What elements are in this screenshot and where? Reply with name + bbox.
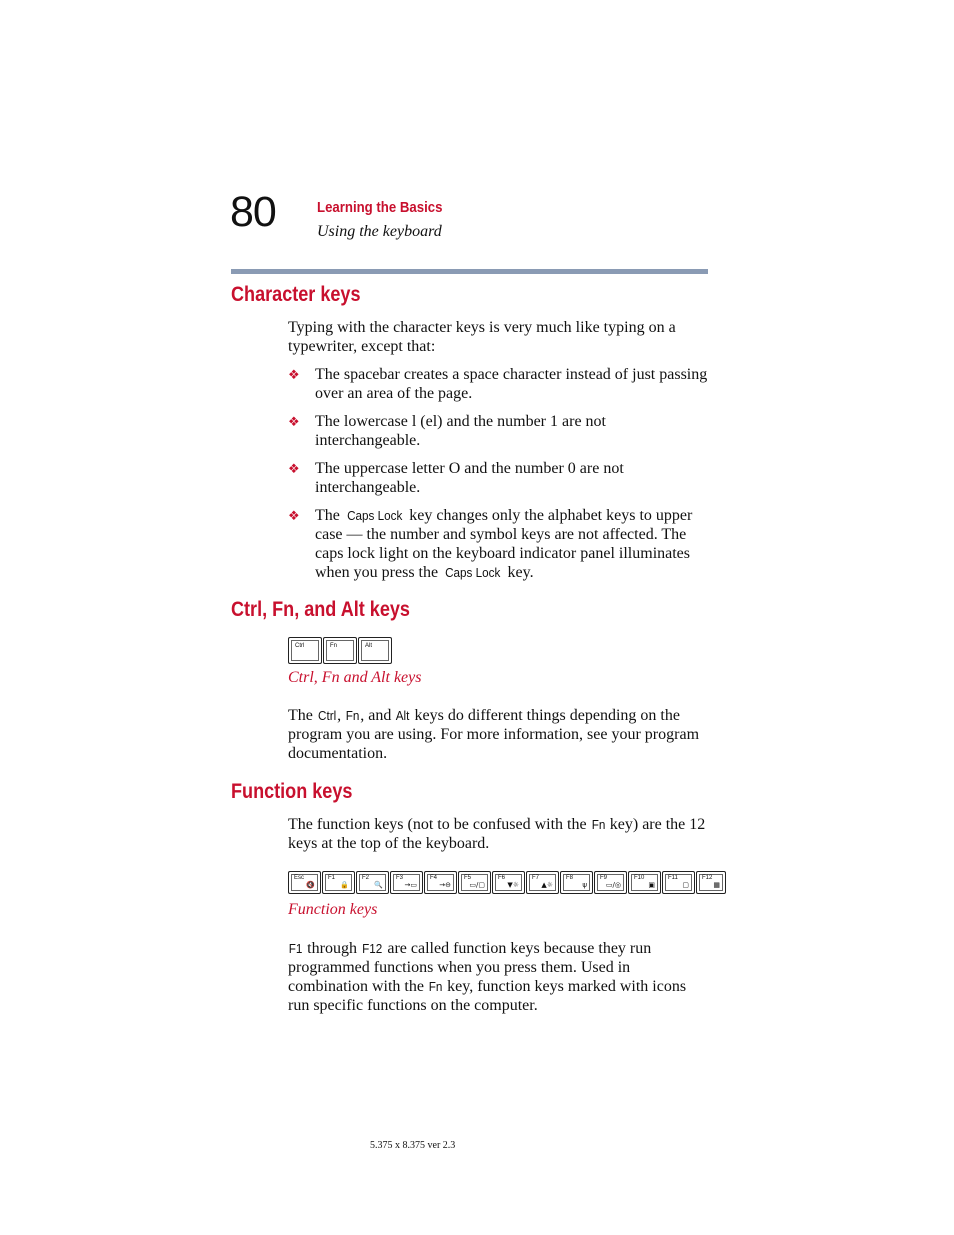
modifier-keys-caption: Ctrl, Fn and Alt keys — [288, 669, 422, 686]
f5-key: F5 ▭/▢ — [458, 871, 491, 894]
modifier-keys-illustration — [288, 637, 393, 664]
bullet-icon: ❖ — [288, 508, 300, 523]
function-keys-intro: The function keys (not to be confused with the Fn key) are the 12 keys at the top of the keyboard. — [288, 816, 706, 852]
caps-lock-key-name: Caps Lock — [346, 508, 403, 523]
bullet-text: The lowercase l (el) and the number 1 are not interchangeable. — [315, 413, 606, 449]
magnifier-icon: 🔍 — [374, 881, 383, 889]
hibernate-icon: →⊖ — [439, 881, 451, 889]
list-item — [288, 365, 708, 403]
alt-key: Alt — [358, 637, 392, 664]
caps-lock-key-name: Caps Lock — [445, 565, 501, 580]
list-item — [288, 459, 708, 497]
f2-key: F2 🔍 — [356, 871, 389, 894]
modifier-keys-paragraph: The Ctrl, Fn, and Alt keys do different things depending on the program you are using. For more information, see your program documentation. — [288, 707, 700, 762]
f6-key: F6 ▼☼ — [492, 871, 525, 894]
page-number: 80 — [230, 188, 276, 236]
character-keys-heading: Character keys — [231, 283, 361, 306]
function-keys-illustration — [288, 871, 727, 894]
function-keys-paragraph: F1 through F12 are called function keys because they run programmed functions when you press them. Used in combination with the Fn key, function keys marked with icons run specific functions on the computer. — [288, 940, 687, 1014]
f10-key: F10 ▣ — [628, 871, 661, 894]
lock-icon: 🔒 — [340, 881, 349, 889]
touchpad-icon: ▭/◎ — [605, 881, 621, 889]
f12-key: F12 ▦ — [696, 871, 726, 894]
function-keys-caption: Function keys — [288, 901, 378, 918]
numeric-overlay-icon: ▢ — [682, 881, 689, 889]
f9-key: F9 ▭/◎ — [594, 871, 627, 894]
bullet-icon: ❖ — [288, 367, 300, 382]
bullet-text: The Caps Lock key changes only the alphabet keys to upper case — the number and symbol keys are not affected. The caps lock light on the keyboard indicator panel illuminates when you press the Caps Lock key. — [315, 507, 693, 581]
character-keys-intro: Typing with the character keys is very much like typing on a typewriter, except that: — [288, 319, 676, 355]
mute-icon: 🔇 — [306, 881, 315, 889]
f4-key: F4 →⊖ — [424, 871, 457, 894]
f1-key: F1 🔒 — [322, 871, 355, 894]
wireless-icon: ψ — [582, 881, 587, 889]
f11-key: F11 ▢ — [662, 871, 695, 894]
bullet-icon: ❖ — [288, 461, 300, 476]
esc-key: Esc 🔇 — [288, 871, 321, 894]
f3-key: F3 →▭ — [390, 871, 423, 894]
display-switch-icon: ▭/▢ — [469, 881, 485, 889]
list-item — [288, 412, 708, 450]
brightness-up-icon: ▲☼ — [541, 881, 553, 889]
bullet-icon: ❖ — [288, 414, 300, 429]
list-item — [288, 506, 708, 582]
bullet-text: The uppercase letter O and the number 0 are not interchangeable. — [315, 460, 624, 496]
section-subtitle: Using the keyboard — [317, 223, 442, 240]
bullet-text: The spacebar creates a space character instead of just passing over an area of the page. — [315, 366, 708, 402]
header-rule — [231, 269, 708, 274]
brightness-down-icon: ▼☼ — [507, 881, 519, 889]
function-keys-heading: Function keys — [231, 780, 353, 803]
cursor-overlay-icon: ▣ — [648, 881, 655, 889]
chapter-title: Learning the Basics — [317, 199, 443, 216]
ctrl-key: Ctrl — [288, 637, 322, 664]
f8-key: F8 ψ — [560, 871, 593, 894]
standby-icon: →▭ — [404, 881, 417, 889]
f7-key: F7 ▲☼ — [526, 871, 559, 894]
modifier-keys-heading: Ctrl, Fn, and Alt keys — [231, 598, 410, 621]
fn-key: Fn — [323, 637, 357, 664]
scroll-lock-icon: ▦ — [713, 881, 720, 889]
character-keys-list — [288, 365, 708, 591]
page-footer: 5.375 x 8.375 ver 2.3 — [370, 1140, 456, 1151]
